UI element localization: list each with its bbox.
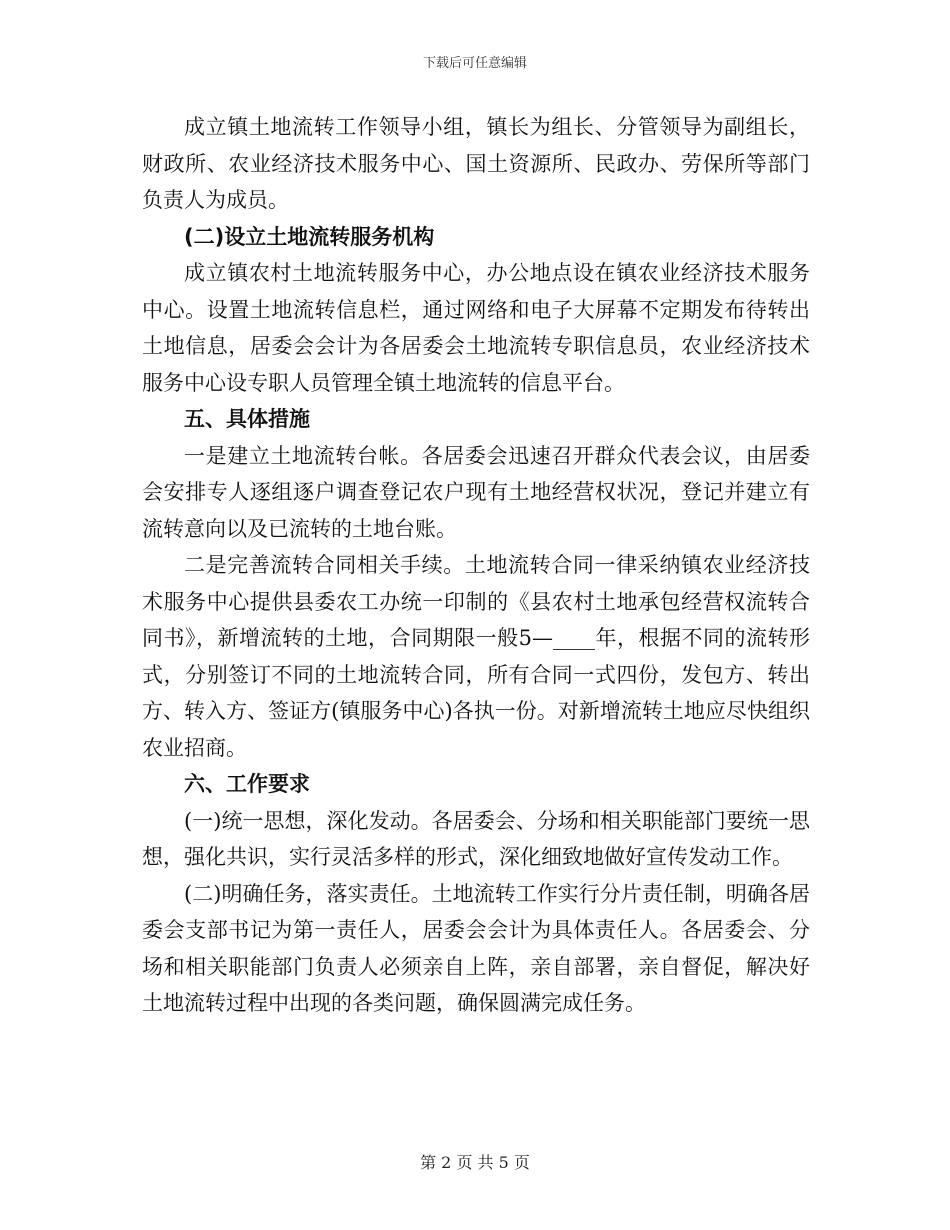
page-number: 第 2 页 共 5 页 <box>420 1153 530 1172</box>
paragraph-leadership-group: 成立镇土地流转工作领导小组，镇长为组长、分管领导为副组长，财政所、农业经济技术服务中心、国土资源所、民政办、劳保所等部门负责人为成员。 <box>142 115 810 212</box>
paragraph-unify-thinking: (一)统一思想，深化发动。各居委会、分场和相关职能部门要统一思想，强化共识，实行灵活多样的形式，深化细致地做好宣传发动工作。 <box>142 808 810 869</box>
heading-work-requirements: 六、工作要求 <box>184 772 310 796</box>
paragraph-service-center: 成立镇农村土地流转服务中心，办公地点设在镇农业经济技术服务中心。设置土地流转信息栏，通过网络和电子大屏幕不定期发布待转出土地信息，居委会会计为各居委会土地流转专职信息员，农业经济技术服务中心设专职人员管理全镇土地流转的信息平台。 <box>142 261 810 395</box>
heading-service-agency: (二)设立土地流转服务机构 <box>184 224 435 249</box>
document-body <box>142 109 810 1022</box>
page-header-note: 下载后可任意编辑 <box>422 56 527 71</box>
paragraph-clarify-tasks: (二)明确任务，落实责任。土地流转工作实行分片责任制，明确各居委会支部书记为第一责任人，居委会会计为具体责任人。各居委会、分场和相关职能部门负责人必须亲自上阵，亲自部署，亲自督促，解决好土地流转过程中出现的各类问题，确保圆满完成任务。 <box>142 881 810 1015</box>
paragraph-contract: 二是完善流转合同相关手续。土地流转合同一律采纳镇农业经济技术服务中心提供县委农工办统一印制的《县农村土地承包经营权流转合同书》，新增流转的土地，合同期限一般5—____年，根据不同的流转形式，分别签订不同的土地流转合同，所有合同一式四份，发包方、转出方、转入方、签证方(镇服务中心)各执一份。对新增流转土地应尽快组织农业招商。 <box>142 553 810 760</box>
paragraph-ledger: 一是建立土地流转台帐。各居委会迅速召开群众代表会议，由居委会安排专人逐组逐户调查登记农户现有土地经营权状况，登记并建立有流转意向以及已流转的土地台账。 <box>142 443 810 541</box>
heading-specific-measures: 五、具体措施 <box>184 407 310 431</box>
